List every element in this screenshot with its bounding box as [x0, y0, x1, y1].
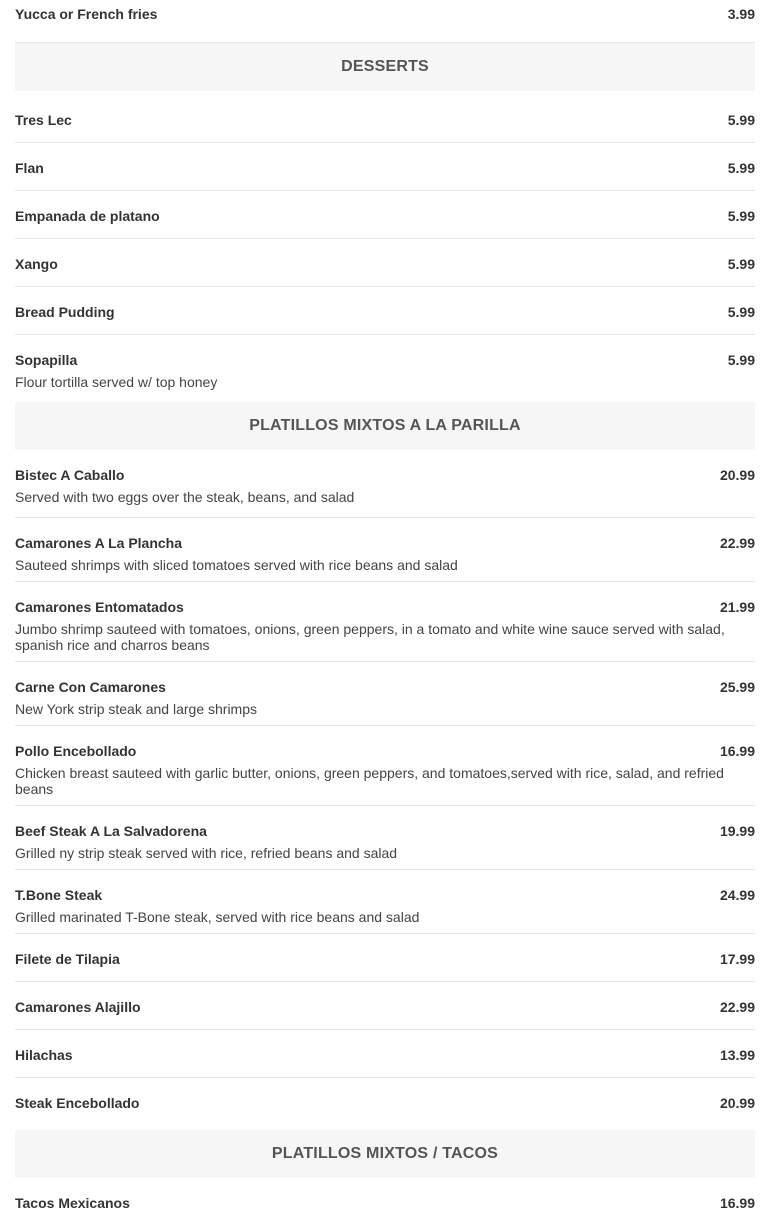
- menu-item[interactable]: [15, 0, 755, 43]
- menu-item[interactable]: [15, 1178, 755, 1226]
- item-price: 22.99: [719, 999, 755, 1015]
- menu-item[interactable]: [15, 662, 755, 726]
- menu-item[interactable]: [15, 191, 755, 239]
- item-description: Jumbo shrimp sauteed with tomatoes, onions, green peppers, in a tomato and white wine sauce served with salad, spanish rice and charros beans: [15, 621, 725, 653]
- section-header-parilla: PLATILLOS MIXTOS A LA PARILLA: [15, 402, 755, 450]
- menu-item[interactable]: [15, 239, 755, 287]
- item-name: Camarones Entomatados: [15, 599, 184, 615]
- item-description: Sauteed shrimps with sliced tomatoes served with rice beans and salad: [15, 557, 458, 573]
- item-price: 21.99: [719, 599, 755, 615]
- item-name: Flan: [15, 160, 44, 176]
- item-price: 24.99: [719, 887, 755, 903]
- item-price: 17.99: [719, 951, 755, 967]
- item-price: 22.99: [719, 535, 755, 551]
- item-price: 5.99: [727, 304, 755, 320]
- menu-item[interactable]: [15, 450, 755, 518]
- menu-item[interactable]: [15, 287, 755, 335]
- item-description: Served with two eggs over the steak, beans, and salad: [15, 489, 355, 505]
- menu-item[interactable]: [15, 934, 755, 982]
- item-price: 20.99: [719, 467, 755, 483]
- menu-item[interactable]: [15, 143, 755, 191]
- menu-item[interactable]: [15, 806, 755, 870]
- menu-item[interactable]: [15, 870, 755, 934]
- item-price: 25.99: [719, 679, 755, 695]
- item-price: 13.99: [719, 1047, 755, 1063]
- menu-item[interactable]: [15, 726, 755, 806]
- item-price: 19.99: [719, 823, 755, 839]
- item-name: T.Bone Steak: [15, 887, 103, 903]
- item-name: Tres Lec: [15, 112, 72, 128]
- item-name: Hilachas: [15, 1047, 73, 1063]
- item-price: 5.99: [727, 352, 755, 368]
- item-price: 16.99: [719, 1195, 755, 1211]
- item-name: Empanada de platano: [15, 208, 160, 224]
- item-description: Flour tortilla served w/ top honey: [15, 374, 218, 390]
- item-price: 16.99: [719, 743, 755, 759]
- item-name: Carne Con Camarones: [15, 679, 166, 695]
- menu-item[interactable]: [15, 1078, 755, 1130]
- item-price: 5.99: [727, 256, 755, 272]
- item-name: Xango: [15, 256, 58, 272]
- item-name: Beef Steak A La Salvadorena: [15, 823, 207, 839]
- menu-item[interactable]: [15, 518, 755, 582]
- menu-item-row: [15, 6, 755, 22]
- item-name: Camarones Alajillo: [15, 999, 141, 1015]
- menu-item[interactable]: [15, 335, 755, 402]
- item-price: 5.99: [727, 160, 755, 176]
- item-price: 3.99: [727, 6, 755, 22]
- menu-list: [15, 0, 755, 1226]
- item-name: Camarones A La Plancha: [15, 535, 183, 551]
- menu-item[interactable]: [15, 582, 755, 662]
- item-name: Filete de Tilapia: [15, 951, 120, 967]
- item-name: Bread Pudding: [15, 304, 115, 320]
- item-name: Sopapilla: [15, 352, 78, 368]
- item-description: New York strip steak and large shrimps: [15, 701, 257, 717]
- item-name: Yucca or French fries: [15, 6, 158, 22]
- section-header-desserts: DESSERTS: [15, 43, 755, 91]
- item-name: Pollo Encebollado: [15, 743, 137, 759]
- item-description: Chicken breast sauteed with garlic butter, onions, green peppers, and tomatoes,served with rice, salad, and refried beans: [15, 765, 724, 797]
- item-price: 20.99: [719, 1095, 755, 1111]
- item-price: 5.99: [727, 112, 755, 128]
- item-name: Steak Encebollado: [15, 1095, 140, 1111]
- item-price: 5.99: [727, 208, 755, 224]
- section-header-tacos: PLATILLOS MIXTOS / TACOS: [15, 1130, 755, 1178]
- item-description: Grilled marinated T-Bone steak, served with rice beans and salad: [15, 909, 420, 925]
- item-description: Grilled ny strip steak served with rice, refried beans and salad: [15, 845, 398, 861]
- item-name: Bistec A Caballo: [15, 467, 125, 483]
- menu-item[interactable]: [15, 1030, 755, 1078]
- menu-item[interactable]: [15, 982, 755, 1030]
- item-name: Tacos Mexicanos: [15, 1195, 130, 1211]
- menu-item[interactable]: [15, 95, 755, 143]
